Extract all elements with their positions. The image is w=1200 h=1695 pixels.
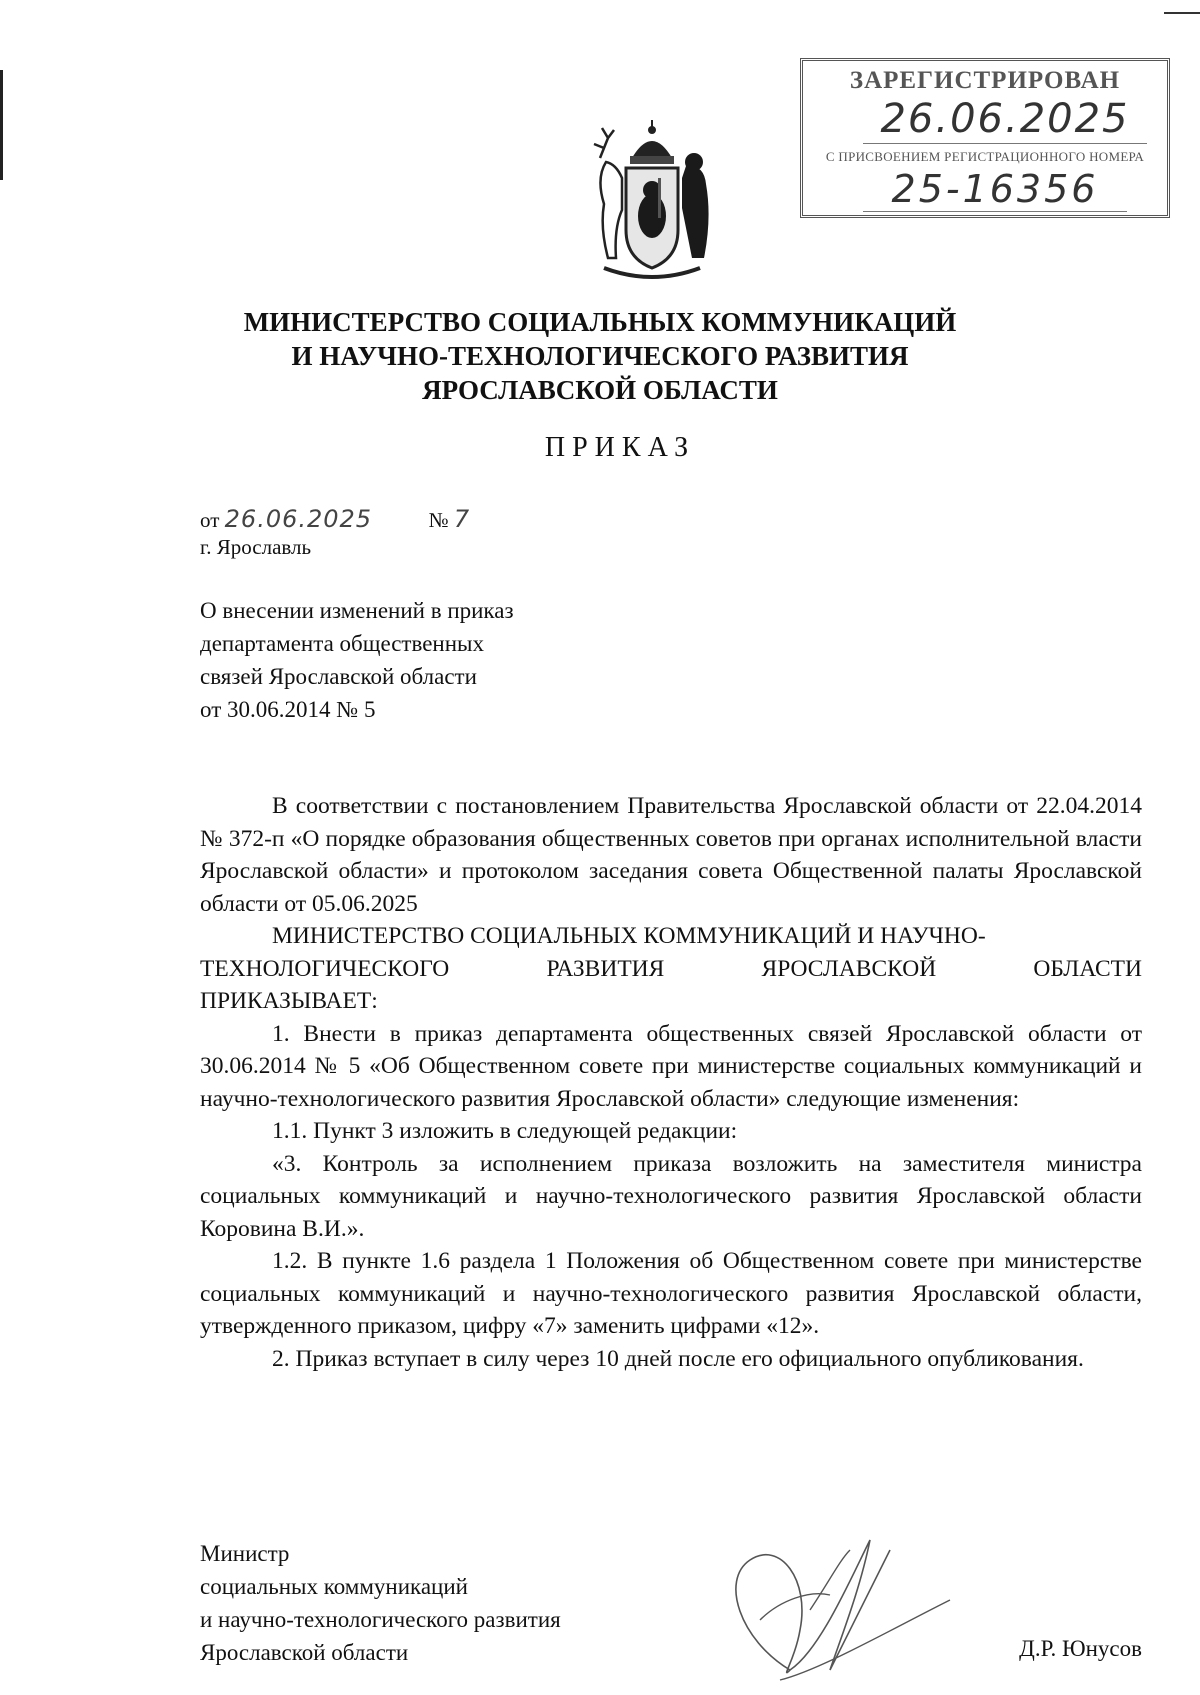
ministry-line: И НАУЧНО-ТЕХНОЛОГИЧЕСКОГО РАЗВИТИЯ [291,341,909,371]
ministry-name [200,305,1000,407]
number-prefix: № [428,508,449,532]
signatory-title-line: Министр [200,1541,290,1566]
preamble: В соответствии с постановлением Правительства Ярославской области от 22.04.2014 № 372-п «О порядке образования общественных советов при органах исполнительной власти Ярославской области» и протоколом заседания совета Общественной палаты Ярославской области от 05.06.2025 [200,793,1142,917]
subject-line: О внесении изменений в приказ [200,598,514,623]
registration-stamp [800,58,1170,218]
item-1-1: 1.1. Пункт 3 изложить в следующей редакции: [272,1118,738,1144]
scan-corner-mark [1164,12,1200,14]
order-number: 7 [453,505,471,533]
document-type: ПРИКАЗ [544,432,696,463]
stamp-subtitle: С ПРИСВОЕНИЕМ РЕГИСТРАЦИОННОГО НОМЕРА [825,149,1145,164]
city: г. Ярославль [200,535,312,559]
order-heading-line: ТЕХНОЛОГИЧЕСКОГО РАЗВИТИЯ ЯРОСЛАВСКОЙ ОБЛАСТИ [200,955,1142,982]
item-1: 1. Внести в приказ департамента общественных связей Ярославской области от 30.06.2014 № 5 «Об Общественном совете при министерстве социальных коммуникаций и научно-технологического развития Ярославской области» следующие изменения: [200,1020,1142,1112]
ministry-line: МИНИСТЕРСТВО СОЦИАЛЬНЫХ КОММУНИКАЦИЙ [243,307,957,337]
order-date: 26.06.2025 [224,505,373,533]
order-body [200,790,1142,1375]
stamp-registration-number: 25-16356 [863,167,1127,212]
order-heading-line: МИНИСТЕРСТВО СОЦИАЛЬНЫХ КОММУНИКАЦИЙ И НАУЧНО- [272,923,986,949]
date-prefix: от [200,508,220,532]
ministry-line: ЯРОСЛАВСКОЙ ОБЛАСТИ [422,375,778,405]
signatory-title [200,1537,561,1669]
item-2: 2. Приказ вступает в силу через 10 дней после его официального опубликования. [272,1345,1084,1372]
subject-line: от 30.06.2014 № 5 [200,697,376,722]
subject-line: связей Ярославской области [200,664,477,689]
subject-line: департамента общественных [200,631,484,656]
order-subject [200,594,514,726]
stamp-title: ЗАРЕГИСТРИРОВАН [849,67,1121,94]
coat-of-arms-icon [582,118,722,288]
stamp-date: 26.06.2025 [863,95,1147,144]
order-date-line [200,505,470,533]
order-heading-line: ПРИКАЗЫВАЕТ: [200,988,378,1014]
signatory-title-line: и научно-технологического развития [200,1607,561,1632]
signatory-title-line: социальных коммуникаций [200,1574,468,1599]
item-1-2: 1.2. В пункте 1.6 раздела 1 Положения об Общественном совете при министерстве социальных коммуникаций и научно-технологического развития Ярославской области, утвержденного приказом, цифру «7» заменить цифрами «12». [200,1248,1142,1339]
scan-margin-mark [0,70,3,180]
signatory-title-line: Ярославской области [200,1640,409,1665]
handwritten-signature-icon [720,1520,960,1690]
item-1-1-text: «3. Контроль за исполнением приказа возложить на заместителя министра социальных коммуникаций и научно-технологического развития Ярославской области Коровина В.И.». [200,1150,1142,1242]
signatory-name: Д.Р. Юнусов [1019,1636,1142,1661]
